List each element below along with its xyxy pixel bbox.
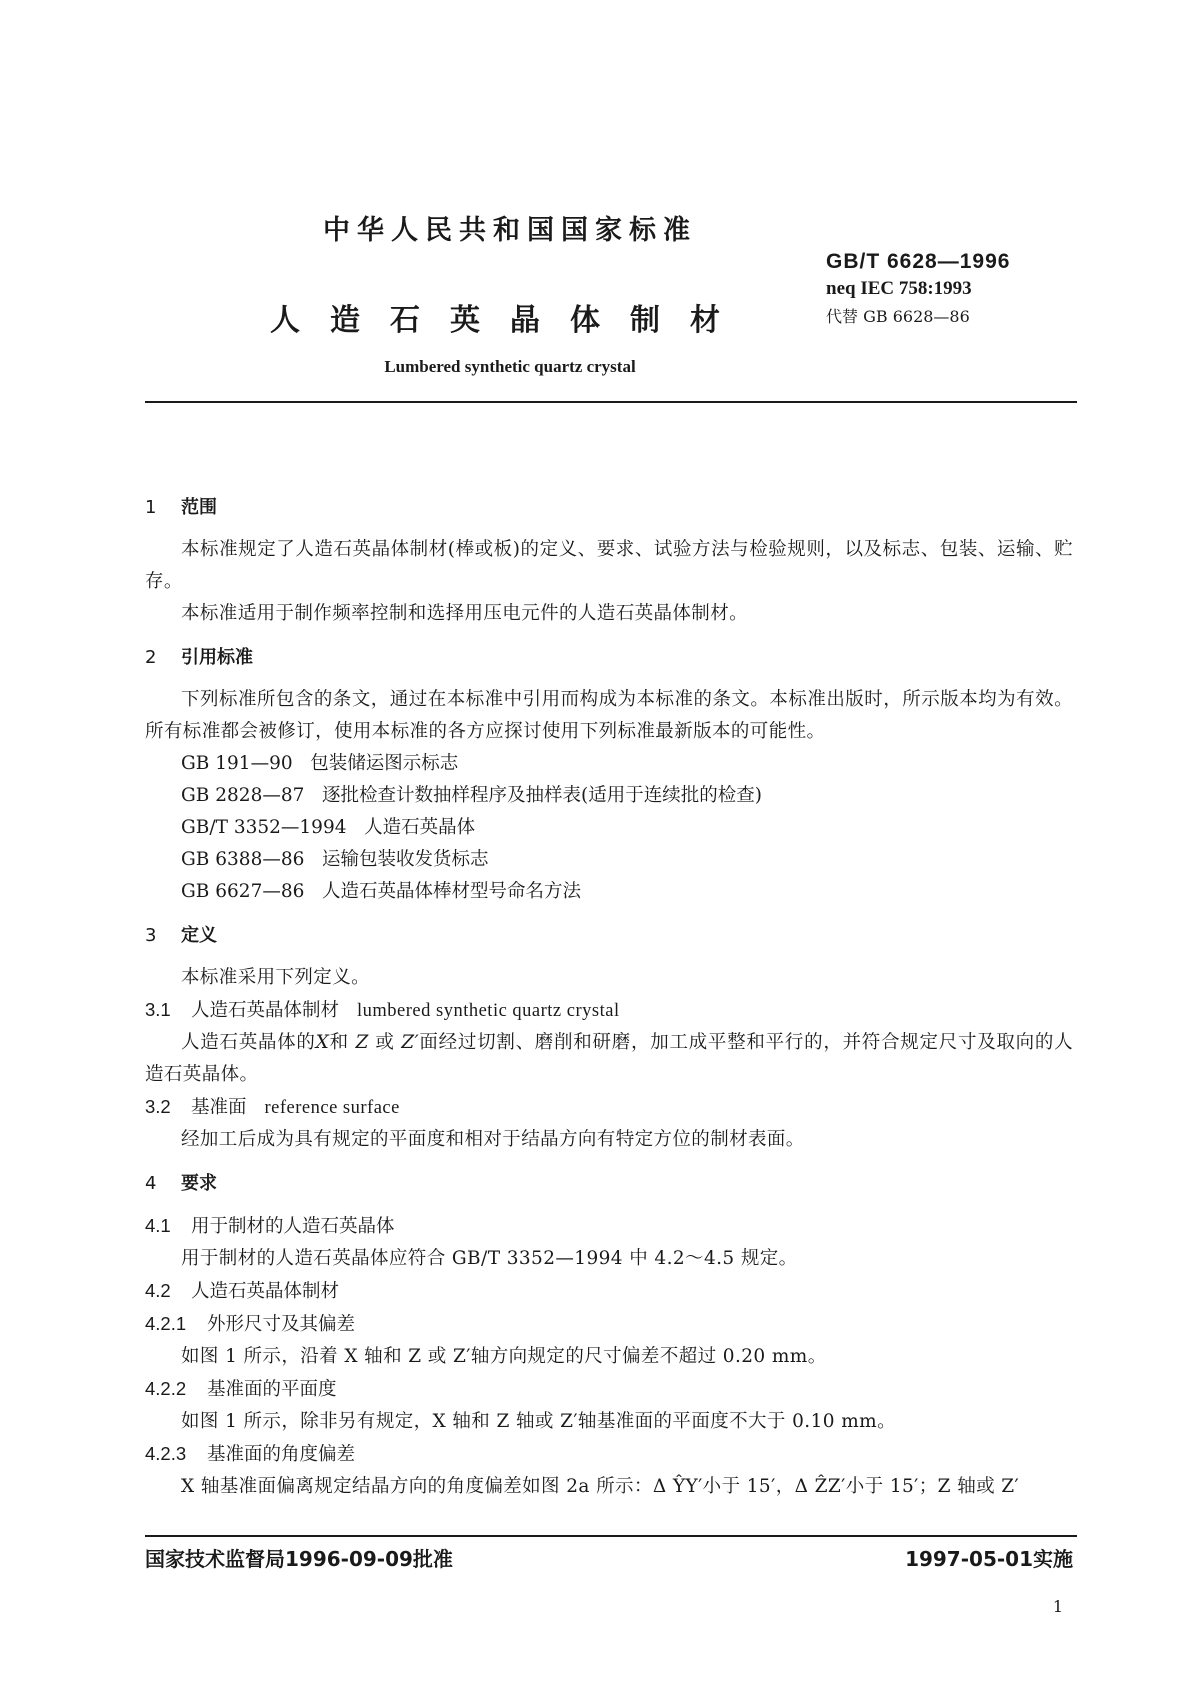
paragraph: 用于制材的人造石英晶体应符合 GB/T 3352—1994 中 4.2～4.5 规定。	[181, 1248, 798, 1269]
section-title: 范围	[181, 497, 217, 518]
clause-heading	[145, 1308, 1073, 1341]
reference-code: GB 2828—87	[181, 785, 305, 806]
text-run: 人造石英晶体的	[181, 1032, 316, 1053]
clause-heading	[145, 1210, 1073, 1243]
header-rule	[145, 401, 1077, 403]
reference-item	[145, 748, 1073, 780]
paragraph: 如图 1 所示，沿着 X 轴和 Z 或 Z′轴方向规定的尺寸偏差不超过 0.20 mm。	[181, 1346, 827, 1367]
paragraph	[145, 1027, 1073, 1091]
text-run: 面经过切割、磨削和研磨，加工成平整和平行的，并符合规定尺寸及取向的人造石英晶体。	[145, 1032, 1074, 1085]
definition-term: 基准面	[191, 1097, 247, 1118]
definition-heading	[145, 1091, 1073, 1124]
footer-rule	[145, 1535, 1077, 1537]
section-heading-1	[145, 492, 1073, 524]
reference-item	[145, 844, 1073, 876]
reference-name: 逐批检查计数抽样程序及抽样表(适用于连续批的检查)	[322, 785, 762, 806]
axis-symbol: X	[315, 1032, 330, 1053]
section-title: 引用标准	[181, 647, 253, 668]
section-heading-3	[145, 920, 1073, 952]
reference-name: 运输包装收发货标志	[322, 849, 489, 870]
section-heading-4	[145, 1168, 1073, 1200]
reference-item	[145, 812, 1073, 844]
clause-number: 4.2.3	[145, 1443, 187, 1464]
reference-name: 人造石英晶体棒材型号命名方法	[322, 881, 582, 902]
section-title: 定义	[181, 925, 217, 946]
approval-date: 国家技术监督局1996-09-09批准	[145, 1547, 453, 1571]
section-number: 1	[145, 497, 157, 518]
paragraph: X 轴基准面偏离规定结晶方向的角度偏差如图 2a 所示：Δ ŶY′小于 15′，Δ ẐZ′小于 15′；Z 轴或 Z′	[181, 1476, 1020, 1497]
reference-item	[145, 876, 1073, 908]
definition-term: 人造石英晶体制材	[191, 1000, 340, 1021]
paragraph: 下列标准所包含的条文，通过在本标准中引用而构成为本标准的条文。本标准出版时，所示版本均为有效。所有标准都会被修订，使用本标准的各方应探讨使用下列标准最新版本的可能性。	[145, 689, 1073, 742]
national-standard-heading: 中华人民共和国国家标准	[323, 215, 697, 246]
axis-symbol: Z	[355, 1032, 369, 1053]
definition-heading	[145, 994, 1073, 1027]
clause-title: 人造石英晶体制材	[191, 1281, 340, 1302]
clause-heading	[145, 1373, 1073, 1406]
text-run: 或	[375, 1032, 395, 1053]
clause-number: 4.2.2	[145, 1378, 187, 1399]
reference-item	[145, 780, 1073, 812]
paragraph: 本标准采用下列定义。	[181, 967, 371, 988]
clause-title: 用于制材的人造石英晶体	[191, 1216, 395, 1237]
clause-heading	[145, 1438, 1073, 1471]
standard-number: GB/T 6628—1996	[826, 250, 1011, 273]
document-body	[145, 480, 1073, 1503]
clause-title: 基准面的平面度	[207, 1379, 337, 1400]
reference-name: 包装储运图示标志	[310, 753, 459, 774]
reference-code: GB 191—90	[181, 753, 293, 774]
title-chinese: 人造石英晶体制材	[270, 303, 750, 338]
paragraph: 经加工后成为具有规定的平面度和相对于结晶方向有特定方位的制材表面。	[181, 1129, 805, 1150]
clause-heading	[145, 1275, 1073, 1308]
equivalence-note: neq IEC 758:1993	[826, 278, 972, 299]
definition-term-english: lumbered synthetic quartz crystal	[357, 1001, 620, 1021]
reference-code: GB 6627—86	[181, 881, 305, 902]
axis-symbol: Z′	[401, 1032, 420, 1053]
paragraph: 本标准适用于制作频率控制和选择用压电元件的人造石英晶体制材。	[181, 603, 749, 624]
clause-number: 4.1	[145, 1215, 171, 1236]
section-number: 4	[145, 1173, 157, 1194]
implementation-date: 1997-05-01实施	[905, 1547, 1073, 1571]
reference-code: GB/T 3352—1994	[181, 817, 347, 838]
page-number: 1	[1052, 1597, 1063, 1616]
title-english: Lumbered synthetic quartz crystal	[384, 357, 636, 376]
clause-number: 3.2	[145, 1096, 171, 1117]
section-title: 要求	[181, 1173, 217, 1194]
section-number: 2	[145, 647, 157, 668]
clause-title: 基准面的角度偏差	[207, 1444, 356, 1465]
clause-title: 外形尺寸及其偏差	[207, 1314, 356, 1335]
text-run: 和	[329, 1032, 349, 1053]
definition-term-english: reference surface	[264, 1098, 400, 1118]
paragraph: 本标准规定了人造石英晶体制材(棒或板)的定义、要求、试验方法与检验规则，以及标志、包装、运输、贮存。	[145, 539, 1073, 592]
section-number: 3	[145, 925, 157, 946]
clause-number: 4.2.1	[145, 1313, 187, 1334]
replaces-note: 代替 GB 6628—86	[826, 307, 970, 326]
reference-name: 人造石英晶体	[364, 817, 476, 838]
clause-number: 4.2	[145, 1280, 171, 1301]
section-heading-2	[145, 642, 1073, 674]
reference-code: GB 6388—86	[181, 849, 305, 870]
paragraph: 如图 1 所示，除非另有规定，X 轴和 Z 轴或 Z′轴基准面的平面度不大于 0.10 mm。	[181, 1411, 896, 1432]
clause-number: 3.1	[145, 999, 171, 1020]
